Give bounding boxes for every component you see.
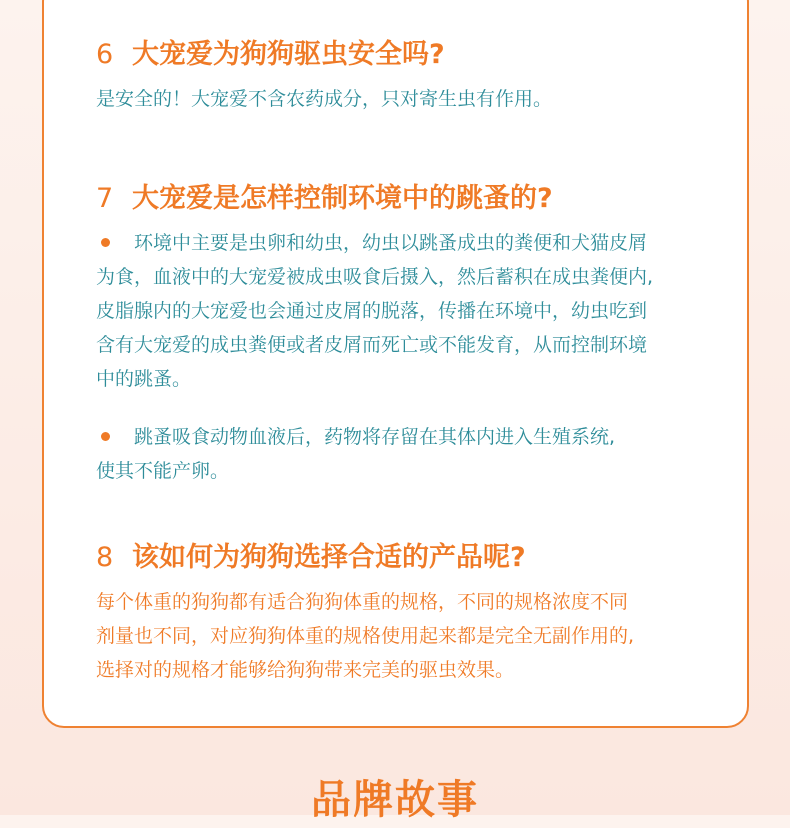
answer-line: 每个体重的狗狗都有适合狗狗体重的规格，不同的规格浓度不同 — [96, 591, 629, 613]
bullet-line: 使其不能产卵。 — [96, 460, 230, 482]
faq-answer-6: 是安全的！大宠爱不含农药成分，只对寄生虫有作用。 — [96, 88, 553, 110]
brand-story-title: 品牌故事 — [311, 777, 479, 823]
faq-answer-8 — [96, 585, 634, 687]
faq-number: 8 — [96, 542, 114, 573]
faq-card — [42, 0, 749, 728]
bullet-first-line: 环境中主要是虫卵和幼虫，幼虫以跳蚤成虫的粪便和犬猫皮屑 — [96, 226, 653, 260]
bullet-line: 中的跳蚤。 — [96, 368, 192, 390]
bullet-dot-icon — [101, 238, 110, 247]
faq-question-text: 该如何为狗狗选择合适的产品呢? — [132, 542, 526, 573]
bullet-dot-icon — [101, 432, 110, 441]
answer-line: 剂量也不同，对应狗狗体重的规格使用起来都是完全无副作用的, — [96, 625, 635, 647]
faq-question-text: 大宠爱为狗狗驱虫安全吗? — [132, 39, 445, 70]
faq-question-8 — [96, 540, 526, 576]
faq-bullet-2 — [96, 420, 615, 488]
bullet-line: 含有大宠爱的成虫粪便或者皮屑而死亡或不能发育，从而控制环境 — [96, 334, 648, 356]
answer-line: 选择对的规格才能够给狗狗带来完美的驱虫效果。 — [96, 659, 515, 681]
bullet-line: 为食，血液中的大宠爱被成虫吸食后摄入，然后蓄积在成虫粪便内, — [96, 266, 654, 288]
faq-bullet-1 — [96, 226, 653, 396]
faq-number: 6 — [96, 39, 114, 70]
bullet-line: 皮脂腺内的大宠爱也会通过皮屑的脱落，传播在环境中，幼虫吃到 — [96, 300, 648, 322]
faq-question-7 — [96, 181, 553, 217]
faq-number: 7 — [96, 183, 114, 214]
faq-question-6 — [96, 37, 445, 73]
bullet-first-line: 跳蚤吸食动物血液后，药物将存留在其体内进入生殖系统, — [96, 420, 615, 454]
faq-question-text: 大宠爱是怎样控制环境中的跳蚤的? — [132, 183, 553, 214]
